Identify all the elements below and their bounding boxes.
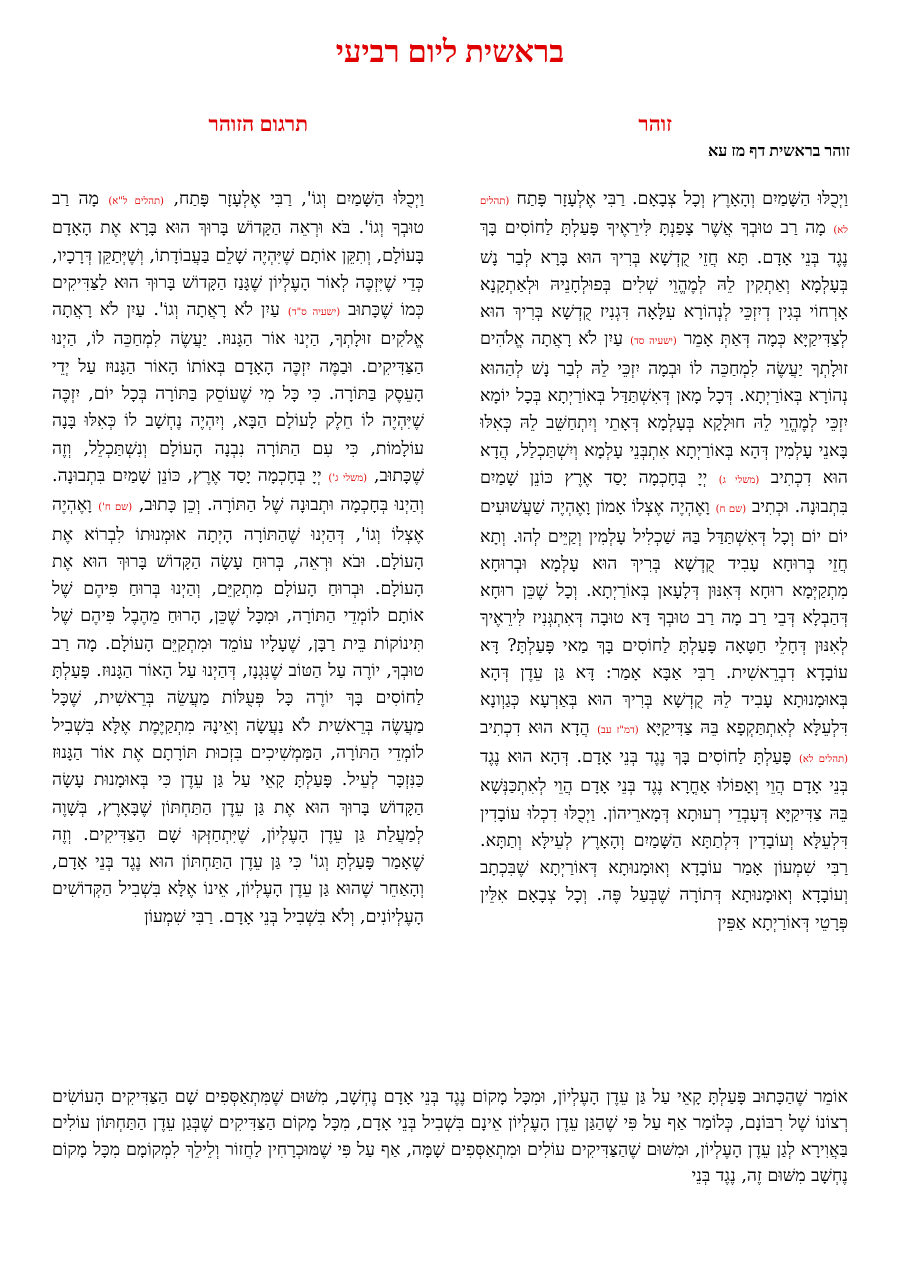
verse-reference: (שם ח') (98, 502, 133, 514)
translation-text-part: יְיָ בְּחָכְמָה יָסַד אֶרֶץ, כּוֹנֵן שָׁמַיִם בִּתְבוּנָה. וְהַיְנוּ בְּחָכְמָה וּתְבוּנָה שֶׁל הַתּוֹרָה. וְכֵן כָּתוּב, (52, 465, 424, 516)
zohar-text-part: פָּעַלְתָּ לַחוֹסִים בָּךְ נֶגֶד בְּנֵי אָדָם. דְּהָא הוּא נֶגֶד בְּנֵי אָדָם הֲוֵי וְאָפוֹלוּ אָחֳרָא נֶגֶד בְּנֵי אָדָם הֲוֵי לְאִתְכַּנְּשָׁא בֵּהּ צַדִּיקַיָּא דְּעָבְדֵי רְעוּתָא דְּמָארֵיהוֹן. וַיְכֻלּוּ דִכְלוּ עוֹבָדִין דִּלְעֵלָּא וְעוֹבָדִין דִּלְתַתָּא הַשָּׁמַיִם וְהָאָרֶץ לְעֵילָּא וְתַתָּא. רַבִּי שִׁמְעוֹן אָמַר עוֹבָדָא וְאוּמָנוּתָא דְּאוֹרַיְתָא שֶׁבִּכְתָב וְעוֹבָדָא וְאוּמָנוּתָא דְּתוֹרָה שֶׁבְּעַל פֶּה. וְכָל צְבָאָם אִלֵּין פְּרָטֵי דְּאוֹרַיְתָא אַפֵּין (480, 746, 848, 933)
translation-text-part: מָה רַב טוּבְךָ וְגוֹ'. בֹּא וּרְאֵה הַקָּדוֹשׁ בָּרוּךְ הוּא בָּרָא אֶת הָאָדָם בָּעוֹלָם, וְתִקֵּן אוֹתָם שֶׁיִּהְיֶה שָׁלֵם בַּעֲבוֹדָתוֹ, וְשֶׁיְּתַקֵּן דְּרָכָיו, כְּדֵי שֶׁיִּזְכֶּה לְאוֹר הָעֶלְיוֹן שֶׁגָּנַז הַקָּדוֹשׁ בָּרוּךְ הוּא לַצַּדִּיקִים כְּמוֹ שֶׁכָּתוּב (52, 189, 424, 321)
source-reference: זוהר בראשית דף מז עא (708, 143, 850, 160)
verse-reference: (תהלים לא) (480, 196, 848, 237)
verse-reference: (שם ח) (715, 504, 747, 516)
zohar-text-part: הֲדָא הוּא דִכְתִיב (480, 717, 590, 738)
zohar-text-part: וָאֶהְיֶה אֶצְלוֹ אָמוֹן וָאֶהְיֶה שַׁעֲשׁוּעִים יוֹם יוֹם וְכָל דְּאִשְׁתַּדַּל בַּהּ שַׁכְלִיל עָלְמִין וְקַיֵּים לְהוּ. וְתָא חֲזֵי בְּרוּחָא עָבִיד קֻדְשָׁא בְּרִיךְ הוּא עָלְמָא וּבְרוּחָא מִתְקַיְּמָא רוּחָא דְּאִנּוּן דְּלָעָאן בְּאוֹרַיְתָא. וְכָל שֶׁכֵּן רוּחָא דְּהַבְלָא דְּבֵי רַב מָה רַב טוּבְךָ דָּא טוּבָה דְּאִתְגְּנִיז לִּירֵאֶיךָ לְאִנּוּן דְּחָלֵי חַטָּאָה פָּעַלְתָּ לַחוֹסִים בָּךְ מַאי פָּעַלְתָּ? דָּא עוֹבָדָא דִבְרֵאשִׁית. רַבִּי אַבָּא אָמַר: דָּא גַּן עֵדֶן דְּהָא בְּאוּמָנוּתָא עָבִיד לֵהּ קֻדְשָׁא בְּרִיךְ הוּא בְּאַרְעָא כְּגַוְונָא דִּלְעֵלָּא לְאִתְתַּקְפָא בֵּהּ צַדִּיקַיָּא (480, 497, 848, 738)
zohar-text-part: יְיָ בְּחָכְמָה יָסַד אֶרֶץ כּוֹנֵן שָׁמַיִם בִּתְבוּנָה. וּכְתִיב (480, 467, 848, 518)
translation-column-heading: תרגום הזוהר (208, 112, 308, 136)
translation-text-part: וַיְכֻלּוּ הַשָּׁמַיִם וְגוֹ', רַבִּי אֶלְעָזָר פָּתַח, (173, 189, 424, 209)
translation-text-part: עַיִן לֹא רָאֲתָה וְגוֹ'. עַיִן לֹא רָאֲתָה אֱלֹקִים זוּלָתְךָ, הַיְנוּ אוֹר הַגָּנוּז. יַעֲשֶׂה לִמְחַכֵּה לוֹ, הַיְנוּ הַצַּדִּיקִים. וּבַמֶּה יִזְכֶּה הָאָדָם בְּאוֹתוֹ הָאוֹר הַגָּנוּז עַל יְדֵי הָעֵסֶק בַּתּוֹרָה. כִּי כָּל מִי שֶׁעוֹסֵק בַּתּוֹרָה בְּכָל יוֹם, יִזְכֶּה שֶׁיִּהְיֶה לוֹ חֵלֶק לָעוֹלָם הַבָּא, וְיִהְיֶה נֶחְשָׁב לוֹ כְּאִלּוּ בָּנָה עוֹלָמוֹת, כִּי עִם הַתּוֹרָה נִבְנָה הָעוֹלָם וְנִשְׁתַּכְלֵל, וְזֶה שֶׁכָּתוּב, (52, 300, 424, 486)
zohar-aramaic-text (480, 186, 848, 1006)
zohar-text-part: מָה רַב טוּבְךָ אֲשֶׁר צָפַנְתָּ לִּירֵאֶיךָ פָּעַלְתָּ לַחוֹסִים בָּךְ נֶגֶד בְּנֵי אָדָם. תָּא חֲזֵי קֻדְשָׁא בְּרִיךְ הוּא בָּרָא לְבַר נָשׁ בְּעָלְמָא וְאַתְקִין לֵהּ לְמֶהֱוֵי שְׁלִים בְּפוּלְחָנֵיהּ וּלְאַתְקָנָא אָרְחוֹי בְּגִין דְיִזְכֵּי לְנְהוֹרָא עִלָּאָה דִּגְנִיז קֻדְשָׁא בְּרִיךְ הוּא לְצַדִּיקַיָּא כְּמָה דְּאַתְּ אָמֵר (480, 218, 848, 350)
verse-reference: (משלי ג) (718, 474, 760, 486)
verse-reference: (תהלים ל"א) (108, 196, 164, 207)
verse-reference: (תהלים לא) (798, 753, 848, 765)
verse-reference: (ישעיה ס"ד) (287, 307, 341, 319)
verse-reference: (ישעיה סד) (630, 336, 677, 348)
zohar-text-part: עַיִן לֹא רָאֲתָה אֱלֹהִים זוּלָתְךָ יַעֲשֶׂה לִמְחַכֵּה לוֹ וּבְמָה יִזְכֵּי לֵהּ לְבַר נָשׁ לְהַהוּא נְהוֹרָא בְּאוֹרַיְתָא. דְּכָל מָאן דְּאִשְׁתַּדַּל בְּאוֹרַיְתָא בְּכָל יוֹמָא יִזְכֵּי לְמֶהֱוֵי לֵהּ חוּלָקָא בְּעָלְמָא דְּאָתֵי וְיִתְחַשֵּׁב לֵהּ כְּאִלּוּ בָּאנֵי עָלְמִין דְּהָא בְּאוֹרַיְתָא אִתְבְּנֵי עָלְמָא וְיִשְׁתַּכְלַל, הֲדָא הוּא דִכְתִיב (480, 329, 848, 488)
verse-reference: (משלי ג') (328, 472, 368, 484)
page-title: בראשית ליום רביעי (335, 34, 565, 69)
zohar-column-heading: זוהר (638, 112, 672, 136)
zohar-text-part: וַיְכֻלּוּ הַשָּׁמַיִם וְהָאָרֶץ וְכָל צְבָאָם. רַבִּי אֶלְעָזָר פָּתַח (516, 189, 848, 209)
zohar-translation-text (52, 186, 424, 1006)
verse-reference: (דמ"ז עב) (597, 724, 639, 736)
translation-text-part: וָאֶהְיֶה אֶצְלוֹ וְגוֹ', דְּהַיְנוּ שֶׁהַתּוֹרָה הָיְתָה אוּמְנוּתוֹ לִבְרוֹא אֶת הָעוֹלָם. וּבֹא וּרְאֵה, בְּרוּחַ עָשָׂה הַקָּדוֹשׁ בָּרוּךְ הוּא אֶת הָעוֹלָם. וּבְרוּחַ הָעוֹלָם מִתְקַיֵּם, וְהַיְנוּ בְּרוּחַ פִּיהֶם שֶׁל אוֹתָם לוֹמְדֵי הַתּוֹרָה, וּמִכָּל שֶׁכֵּן, הָרוּחַ מֵהֶבֶל פִּיהֶם שֶׁל תִּינוֹקוֹת בֵּית רַבָּן, שֶׁעָלָיו עוֹמֵד וּמִתְקַיֵּם הָעוֹלָם. מָה רַב טוּבְךָ, יוֹרֶה עַל הַטּוֹב שֶׁנִּגְנָז, דְּהַיְנוּ עַל הָאוֹר הַגָּנוּז. פָּעַלְתָּ לַחוֹסִים בָּךְ יוֹרֶה כָּל פְּעֻלּוֹת מַעֲשֵׂה בְּרֵאשִׁית, שֶׁכָּל מַעֲשֶׂה בְּרֵאשִׁית לֹא נַעֲשָׂה וְאֵינָהּ מִתְקַיֶּמֶת אֶלָּא בִּשְׁבִיל לוֹמְדֵי הַתּוֹרָה, הַמַּמְשִׁיכִים בִּזְכוּת תּוֹרָתָם אֶת אוֹר הַגָּנוּז כַּנִּזְכָּר לְעֵיל. פָּעַלְתָּ קָאֵי עַל גַּן עֵדֶן כִּי בְּאוּמָנוּת עָשָׂה הַקָּדוֹשׁ בָּרוּךְ הוּא אֶת גַּן עֵדֶן הַתַּחְתּוֹן שֶׁבָּאָרֶץ, בְּשָׁוֶה לְמַעֲלַת גַּן עֵדֶן הָעֶלְיוֹן, שֶׁיִּתְחַזְּקוּ שָׁם הַצַּדִּיקִים. וְזֶה שֶׁאָמַר פָּעַלְתָּ וְגוֹ' כִּי גַּן עֵדֶן הַתַּחְתּוֹן הוּא נֶגֶד בְּנֵי אָדָם, וְהָאַחֵר שֶׁהוּא גַּן עֵדֶן הָעֶלְיוֹן, אֵינוֹ אֶלָּא בִּשְׁבִיל הַקְּדוֹשִׁים הָעֶלְיוֹנִים, וְלֹא בִּשְׁבִיל בְּנֵי אָדָם. רַבִּי שִׁמְעוֹן (52, 495, 424, 927)
translation-continuation-text: אוֹמֵר שֶׁהַכָּתוּב פָּעַלְתָּ קָאֵי עַל גַּן עֵדֶן הָעֶלְיוֹן, וּמִכָּל מָקוֹם נֶגֶד בְּנֵי אָדָם נֶחְשָׁב, מִשּׁוּם שֶׁמִּתְאַסְּפִים שָׁם הַצַּדִּיקִים הָעוֹשִׂים רְצוֹנוֹ שֶׁל רִבּוֹנָם, כְּלוֹמַר אַף עַל פִּי שֶׁהַגַּן עֵדֶן הָעֶלְיוֹן אֵינָם בִּשְׁבִיל בְּנֵי אָדָם, מִכָּל מָקוֹם הַצַּדִּיקִים שֶׁבְּגַן עֵדֶן הַתַּחְתּוֹן עוֹלִים בַּאֲוִירָא לְגַן עֵדֶן הָעֶלְיוֹן, וּמִשּׁוּם שֶׁהַצַּדִּיקִים עוֹלִים וּמִתְאַסְּפִים שָׁמָּה, אַף עַל פִּי שֶׁמּוּכְרָחִין לַחֲזוֹר וְלֵילֵךְ לִמְקוֹמָם מִכָּל מָקוֹם נֶחְשָׁב מִשּׁוּם זֶה, נֶגֶד בְּנֵי (52, 1087, 848, 1186)
